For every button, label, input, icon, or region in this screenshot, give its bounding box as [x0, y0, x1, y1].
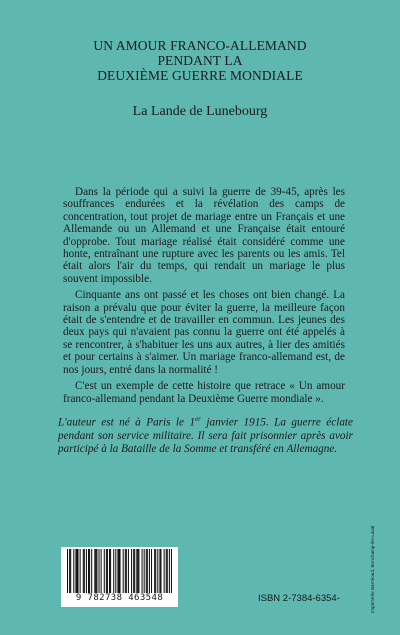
- barcode-bar: [155, 549, 156, 593]
- barcode-bar: [88, 549, 89, 593]
- barcode-bar: [107, 549, 108, 593]
- barcode-bar: [169, 549, 170, 593]
- barcode-bar: [80, 549, 81, 593]
- barcode-bar: [149, 549, 150, 593]
- barcode-bar: [146, 549, 147, 593]
- barcode-bar: [137, 549, 138, 593]
- barcode-bar: [86, 549, 87, 593]
- barcode-bar: [75, 549, 76, 593]
- barcode-bar: [166, 549, 167, 593]
- bio-superscript: er: [195, 415, 201, 423]
- book-title: [40, 38, 360, 83]
- barcode-bar: [94, 549, 95, 593]
- barcode-bar: [99, 549, 100, 593]
- barcode-bar: [115, 549, 116, 593]
- barcode-bar: [167, 549, 168, 593]
- barcode-bar: [69, 549, 70, 593]
- barcode-bar: [110, 549, 111, 593]
- barcode-bar: [125, 549, 126, 593]
- barcode-bar: [83, 549, 84, 593]
- bio-text-start: L'auteur est né à Paris le 1: [58, 416, 196, 429]
- blurb-paragraph-1: Dans la période qui a suivi la guerre de 39-45, après les souffrances endurées et la révélation des camps de concentration, tout projet de mariage entre un Français et une Allemande ou un Allemand et une Française était entouré d'opprobe. Tout mariage réalisé était considéré comme une honte, entraînant une rupture avec les parents ou les amis. Tel était alors l'air du temps, qui rendait un mariage le plus souvent impossible.: [63, 186, 345, 285]
- barcode-bar: [109, 549, 110, 593]
- barcode-bar: [113, 549, 114, 593]
- barcode-bar: [144, 549, 145, 593]
- barcode-bar: [70, 549, 71, 593]
- barcode-bar: [164, 549, 165, 593]
- barcode-bar: [134, 549, 135, 593]
- isbn-number: ISBN 2-7384-6354-: [258, 593, 340, 604]
- barcode-bar: [120, 549, 121, 593]
- barcode-bar: [142, 549, 143, 593]
- barcode-bar: [160, 549, 161, 593]
- blurb-paragraph-2: Cinquante ans ont passé et les choses ont bien changé. La raison a prévalu que pour éviter la guerre, la meilleure façon était de s'entendre et de travailler en commun. Les jeunes des deux pays qui n'avaient pas connu la guerre ont été appelés à se rencontrer, à s'habituer les uns aux autres, à lier des amitiés et pour certains à s'aimer. Un mariage franco-allemand est, de nos jours, entré dans la normalité !: [63, 289, 345, 376]
- title-line-3: DEUXIÈME GUERRE MONDIALE: [97, 68, 303, 83]
- barcode-bar: [138, 549, 139, 593]
- barcode-bar: [136, 549, 137, 593]
- barcode-bar: [76, 549, 77, 593]
- title-line-2: PENDANT LA: [157, 53, 243, 68]
- title-line-1: UN AMOUR FRANCO-ALLEMAND: [93, 38, 307, 53]
- barcode-bar: [157, 549, 158, 593]
- barcode-bar: [128, 549, 129, 593]
- barcode-bar: [131, 549, 132, 593]
- barcode-digits: 9 782738 463548: [61, 593, 178, 603]
- book-subtitle: La Lande de Lunebourg: [132, 104, 268, 119]
- blurb-paragraph-3: C'est un exemple de cette histoire que retrace « Un amour franco-allemand pendant la Deuxième Guerre mondiale ».: [63, 380, 345, 405]
- printer-imprint: Imprimerie Barnéoud, Bonchamp-lès-Laval: [370, 525, 375, 613]
- barcode-bar: [154, 549, 155, 593]
- barcode: [61, 547, 178, 607]
- barcode-bar: [104, 549, 105, 593]
- barcode-bar: [159, 549, 160, 593]
- bio-text-end: janvier 1915. La guerre éclate pendant son service militaire. Il sera fait prisonnier après avoir participé à la Bataille de la Somme et transféré en Allemagne.: [58, 416, 353, 455]
- barcode-bar: [89, 549, 90, 593]
- barcode-bar: [106, 549, 107, 593]
- barcode-bar: [73, 549, 74, 593]
- barcode-bar: [84, 549, 85, 593]
- barcode-bar: [147, 549, 148, 593]
- barcode-bar: [117, 549, 118, 593]
- barcode-bar: [67, 549, 68, 593]
- barcode-bar: [91, 549, 92, 593]
- barcode-bar: [151, 549, 152, 593]
- barcode-bar: [171, 549, 172, 593]
- barcode-bar: [101, 549, 102, 593]
- barcode-bar: [126, 549, 127, 593]
- barcode-bar: [123, 549, 124, 593]
- barcode-bar: [78, 549, 79, 593]
- barcode-bar: [95, 549, 96, 593]
- barcode-bar: [118, 549, 119, 593]
- blurb: [63, 186, 345, 409]
- barcode-bar: [96, 549, 97, 593]
- barcode-bar: [133, 549, 134, 593]
- author-bio: [58, 413, 353, 456]
